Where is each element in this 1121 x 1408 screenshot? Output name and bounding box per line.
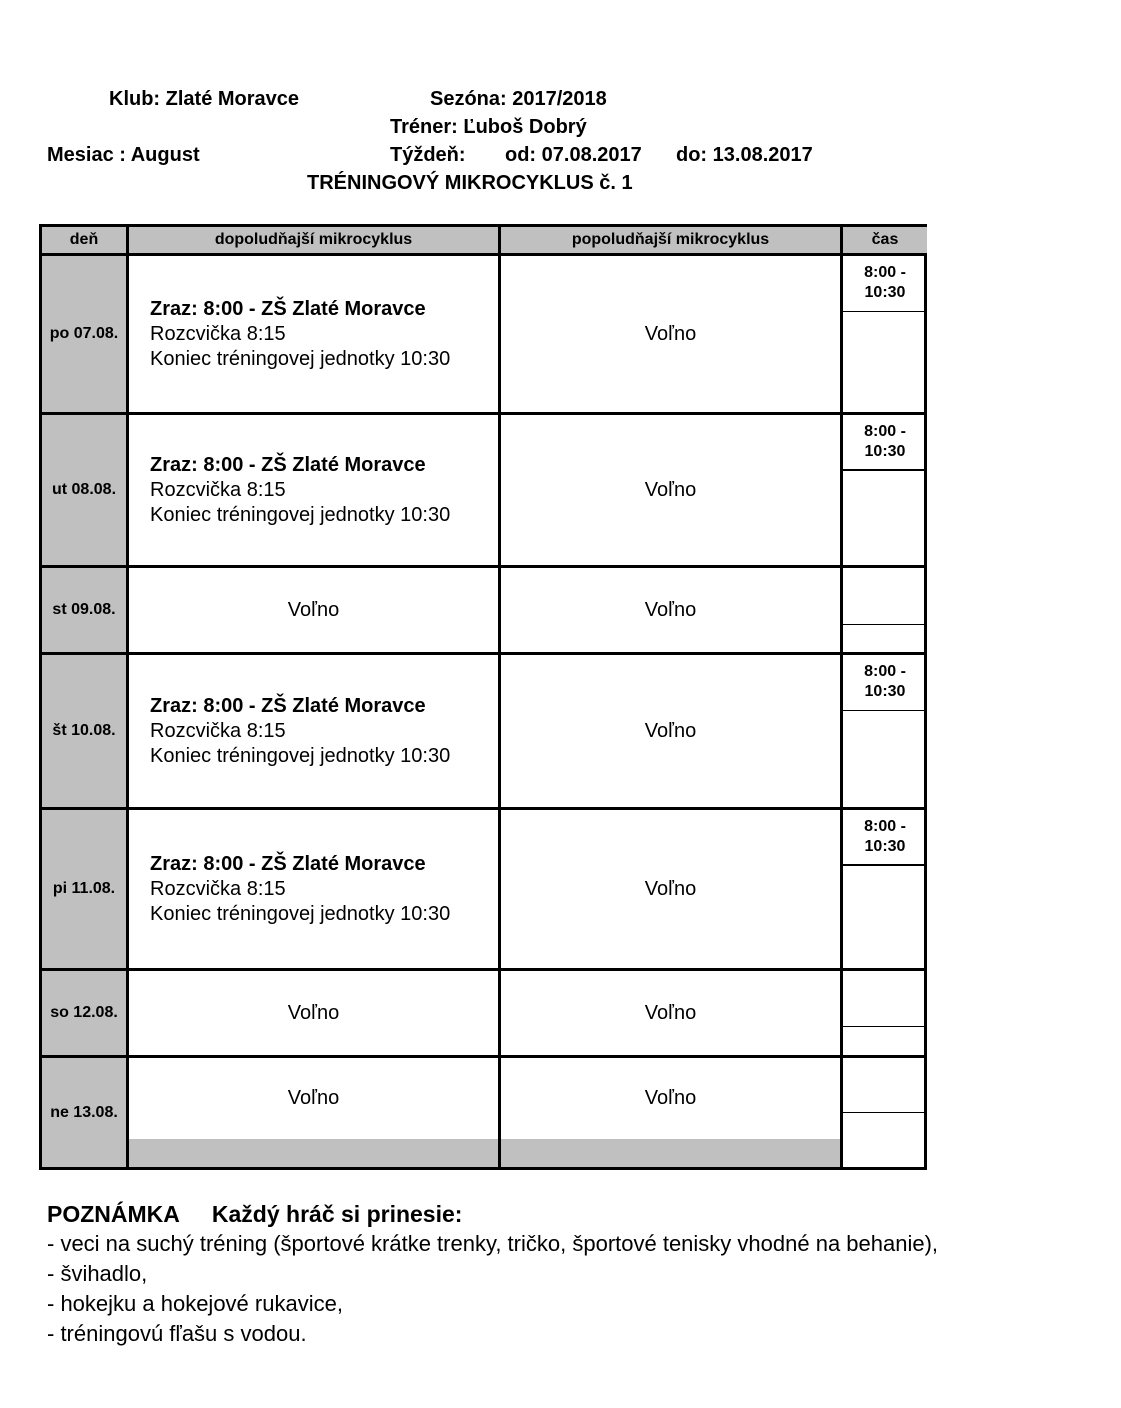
session-title: Zraz: 8:00 - ZŠ Zlaté Moravce (150, 694, 426, 717)
time-divider (843, 864, 927, 866)
session-warmup: Rozcvička 8:15 (150, 478, 286, 501)
time-divider (843, 469, 927, 471)
session-time: 8:00 - 10:30 (864, 663, 906, 700)
session-warmup: Rozcvička 8:15 (150, 322, 286, 345)
morning-session (129, 256, 498, 412)
session-end: Koniec tréningovej jednotky 10:30 (150, 744, 451, 767)
note-label: POZNÁMKA (47, 1201, 180, 1227)
day-label: so 12.08. (50, 1004, 118, 1021)
afternoon-cell: Voľno (644, 478, 697, 501)
month-label: Mesiac : August (47, 144, 200, 166)
morning-session (129, 415, 498, 565)
time-divider (843, 1112, 927, 1113)
note-item: - tréningovú fľašu s vodou. (47, 1321, 307, 1346)
afternoon-footer-bar (501, 1139, 840, 1167)
column-header-afternoon: popoludňajší mikrocyklus (501, 227, 840, 253)
morning-session (129, 655, 498, 807)
column-header-time: čas (843, 227, 927, 253)
session-time: 8:00 - 10:30 (864, 264, 906, 301)
time-cell (843, 971, 927, 1055)
day-label: ne 13.08. (50, 1103, 118, 1121)
session-end: Koniec tréningovej jednotky 10:30 (150, 902, 451, 925)
afternoon-cell: Voľno (644, 1087, 697, 1109)
club-label: Klub: Zlaté Moravce (109, 88, 300, 110)
day-label: št 10.08. (52, 722, 116, 739)
session-title: Zraz: 8:00 - ZŠ Zlaté Moravce (150, 852, 426, 875)
column-header-morning: dopoludňajší mikrocyklus (129, 227, 498, 253)
session-title: Zraz: 8:00 - ZŠ Zlaté Moravce (150, 453, 426, 476)
session-end: Koniec tréningovej jednotky 10:30 (150, 503, 451, 526)
session-time: 8:00 - 10:30 (864, 818, 906, 855)
note-item: - veci na suchý tréning (športové krátke trenky, tričko, športové tenisky vhodné na behanie), (47, 1231, 939, 1256)
season-label: Sezóna: 2017/2018 (430, 88, 607, 110)
afternoon-cell: Voľno (644, 1001, 697, 1024)
time-divider (843, 1026, 927, 1027)
time-divider (843, 311, 927, 312)
day-label: st 09.08. (52, 601, 116, 618)
morning-cell: Voľno (287, 598, 340, 621)
session-warmup: Rozcvička 8:15 (150, 719, 286, 742)
time-cell (843, 810, 927, 968)
note-item: - švihadlo, (47, 1261, 148, 1286)
time-cell (843, 415, 927, 565)
afternoon-cell: Voľno (644, 598, 697, 621)
page-title: TRÉNINGOVÝ MIKROCYKLUS č. 1 (307, 172, 633, 194)
note-item: - hokejku a hokejové rukavice, (47, 1291, 343, 1316)
afternoon-cell: Voľno (644, 877, 697, 900)
time-cell (843, 655, 927, 807)
session-warmup: Rozcvička 8:15 (150, 877, 286, 900)
time-divider (843, 624, 927, 625)
note-intro: Každý hráč si prinesie: (211, 1201, 463, 1227)
note-section (47, 1199, 1107, 1349)
trainer-label: Tréner: Ľuboš Dobrý (390, 116, 587, 138)
afternoon-cell: Voľno (644, 322, 697, 345)
session-title: Zraz: 8:00 - ZŠ Zlaté Moravce (150, 297, 426, 320)
time-divider (843, 710, 927, 711)
note-heading (47, 1199, 1107, 1229)
session-end: Koniec tréningovej jednotky 10:30 (150, 347, 451, 370)
column-header-day: deň (42, 227, 126, 253)
day-label: pi 11.08. (52, 880, 116, 897)
day-label: po 07.08. (49, 325, 119, 342)
week-from: od: 07.08.2017 (505, 144, 642, 166)
time-cell (843, 256, 927, 412)
morning-session (129, 810, 498, 968)
afternoon-cell: Voľno (644, 719, 697, 742)
time-cell (843, 1058, 927, 1167)
morning-cell: Voľno (287, 1087, 340, 1109)
week-to: do: 13.08.2017 (676, 144, 813, 166)
day-label: ut 08.08. (51, 481, 117, 498)
session-time: 8:00 - 10:30 (864, 423, 906, 460)
morning-footer-bar (129, 1139, 498, 1167)
schedule-table (39, 224, 927, 1170)
time-cell (843, 568, 927, 652)
morning-cell: Voľno (287, 1001, 340, 1024)
week-label: Týždeň: (390, 144, 466, 166)
